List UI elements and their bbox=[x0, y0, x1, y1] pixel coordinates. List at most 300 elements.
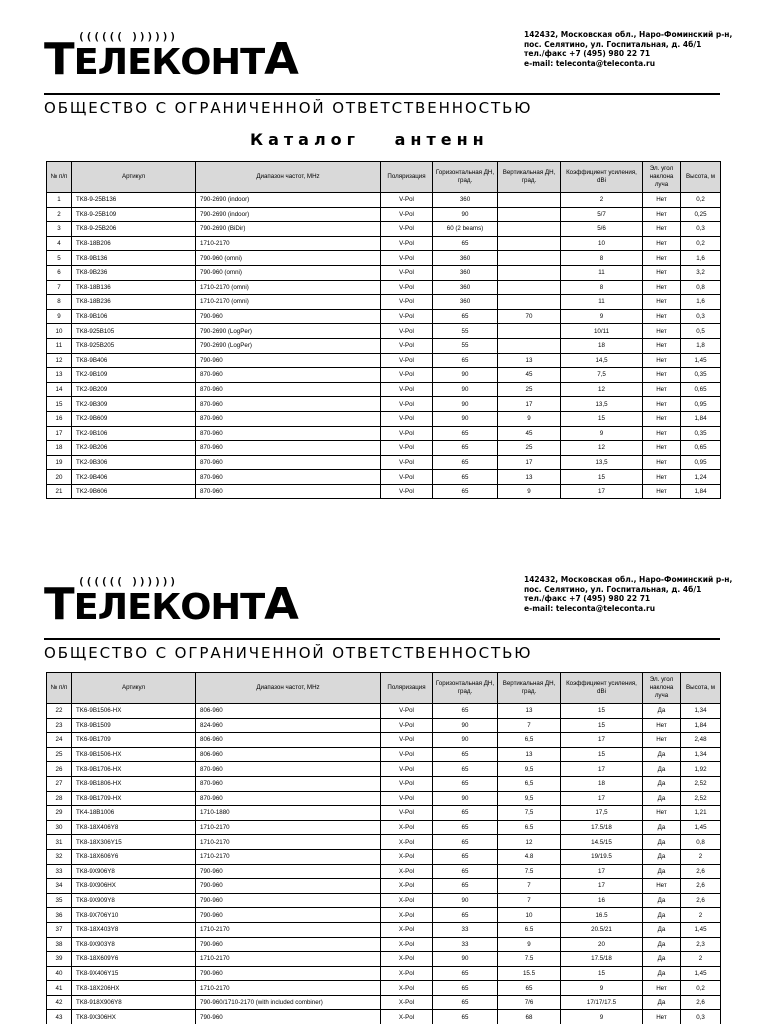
cell-number: 32 bbox=[47, 849, 72, 864]
cell-vertical: 9,5 bbox=[498, 791, 561, 806]
cell-article: TK2-9B609 bbox=[72, 411, 196, 426]
cell-vertical bbox=[498, 338, 561, 353]
cell-horizontal: 65 bbox=[433, 353, 498, 368]
cell-gain: 8 bbox=[561, 251, 643, 266]
cell-horizontal: 90 bbox=[433, 207, 498, 222]
cell-vertical: 45 bbox=[498, 368, 561, 383]
table-row bbox=[47, 251, 721, 266]
table-row bbox=[47, 922, 721, 937]
cell-horizontal: 90 bbox=[433, 733, 498, 748]
cell-vertical: 7 bbox=[498, 718, 561, 733]
cell-frequency: 790-2690 (LogPer) bbox=[196, 338, 381, 353]
cell-frequency: 824-960 bbox=[196, 718, 381, 733]
cell-height: 0,65 bbox=[681, 441, 721, 456]
cell-tilt: Нет bbox=[643, 484, 681, 499]
cell-vertical: 13 bbox=[498, 704, 561, 719]
cell-gain: 15 bbox=[561, 411, 643, 426]
cell-polarization: X-Pol bbox=[381, 908, 433, 923]
cell-number: 31 bbox=[47, 835, 72, 850]
cell-tilt: Нет bbox=[643, 981, 681, 996]
cell-number: 36 bbox=[47, 908, 72, 923]
cell-frequency: 790-960/1710-2170 (with included combiner) bbox=[196, 995, 381, 1010]
cell-gain: 17.5/18 bbox=[561, 952, 643, 967]
cell-polarization: V-Pol bbox=[381, 747, 433, 762]
cell-height: 0,8 bbox=[681, 280, 721, 295]
table-row bbox=[47, 966, 721, 981]
cell-tilt: Нет bbox=[643, 455, 681, 470]
cell-height: 1,84 bbox=[681, 411, 721, 426]
phone-line: тел./факс +7 (495) 980 22 71 bbox=[524, 594, 651, 603]
cell-height: 2,6 bbox=[681, 864, 721, 879]
cell-polarization: V-Pol bbox=[381, 251, 433, 266]
cell-number: 26 bbox=[47, 762, 72, 777]
cell-tilt: Да bbox=[643, 776, 681, 791]
cell-article: TK8-9X906HX bbox=[72, 879, 196, 894]
cell-vertical bbox=[498, 193, 561, 208]
cell-horizontal: 65 bbox=[433, 236, 498, 251]
cell-frequency: 790-960 (omni) bbox=[196, 251, 381, 266]
cell-horizontal: 360 bbox=[433, 193, 498, 208]
col-gain: Коэффициент усиления, dBi bbox=[561, 162, 643, 193]
cell-number: 42 bbox=[47, 995, 72, 1010]
cell-tilt: Да bbox=[643, 893, 681, 908]
cell-gain: 17,5 bbox=[561, 806, 643, 821]
col-frequency: Диапазон частот, MHz bbox=[196, 673, 381, 704]
cell-article: TK2-9B209 bbox=[72, 382, 196, 397]
address-line: пос. Селятино, ул. Госпитальная, д. 4б/1 bbox=[524, 584, 702, 594]
cell-horizontal: 90 bbox=[433, 397, 498, 412]
cell-polarization: V-Pol bbox=[381, 236, 433, 251]
cell-frequency: 790-960 (omni) bbox=[196, 265, 381, 280]
cell-horizontal: 65 bbox=[433, 995, 498, 1010]
table-row bbox=[47, 411, 721, 426]
cell-gain: 15 bbox=[561, 470, 643, 485]
cell-article: TK2-9B206 bbox=[72, 441, 196, 456]
cell-tilt: Нет bbox=[643, 280, 681, 295]
cell-gain: 20.5/21 bbox=[561, 922, 643, 937]
cell-tilt: Нет bbox=[643, 368, 681, 383]
cell-frequency: 870-960 bbox=[196, 762, 381, 777]
cell-article: TK8-18X206HX bbox=[72, 981, 196, 996]
cell-vertical: 15.5 bbox=[498, 966, 561, 981]
cell-polarization: X-Pol bbox=[381, 937, 433, 952]
cell-height: 1,84 bbox=[681, 718, 721, 733]
cell-frequency: 790-2690 (indoor) bbox=[196, 207, 381, 222]
antenna-table-2 bbox=[46, 672, 721, 1024]
cell-vertical: 10 bbox=[498, 908, 561, 923]
cell-article: TK8-18X609Y6 bbox=[72, 952, 196, 967]
cell-tilt: Да bbox=[643, 747, 681, 762]
cell-vertical: 9 bbox=[498, 937, 561, 952]
cell-number: 30 bbox=[47, 820, 72, 835]
cell-article: TK8-9-25B206 bbox=[72, 222, 196, 237]
cell-height: 0,25 bbox=[681, 207, 721, 222]
table-row bbox=[47, 295, 721, 310]
table-row bbox=[47, 324, 721, 339]
cell-gain: 14.5/15 bbox=[561, 835, 643, 850]
cell-vertical: 45 bbox=[498, 426, 561, 441]
cell-number: 28 bbox=[47, 791, 72, 806]
cell-number: 41 bbox=[47, 981, 72, 996]
cell-horizontal: 65 bbox=[433, 762, 498, 777]
cell-frequency: 790-960 bbox=[196, 309, 381, 324]
cell-height: 1,45 bbox=[681, 820, 721, 835]
cell-vertical: 7 bbox=[498, 893, 561, 908]
cell-polarization: V-Pol bbox=[381, 484, 433, 499]
cell-article: TK8-9X903Y8 bbox=[72, 937, 196, 952]
table-row bbox=[47, 835, 721, 850]
cell-tilt: Да bbox=[643, 704, 681, 719]
cell-vertical: 7.5 bbox=[498, 864, 561, 879]
cell-article: TK8-9B406 bbox=[72, 353, 196, 368]
cell-article: TK8-18X606Y6 bbox=[72, 849, 196, 864]
cell-tilt: Нет bbox=[643, 426, 681, 441]
cell-gain: 5/7 bbox=[561, 207, 643, 222]
cell-horizontal: 65 bbox=[433, 879, 498, 894]
cell-gain: 17.5/18 bbox=[561, 820, 643, 835]
cell-gain: 5/6 bbox=[561, 222, 643, 237]
cell-gain: 17 bbox=[561, 762, 643, 777]
cell-gain: 12 bbox=[561, 382, 643, 397]
cell-polarization: X-Pol bbox=[381, 981, 433, 996]
table-row bbox=[47, 382, 721, 397]
phone-line: тел./факс +7 (495) 980 22 71 bbox=[524, 49, 651, 58]
cell-article: TK8-9X306HX bbox=[72, 1010, 196, 1024]
cell-vertical: 65 bbox=[498, 981, 561, 996]
cell-article: TK2-9B109 bbox=[72, 368, 196, 383]
cell-polarization: X-Pol bbox=[381, 893, 433, 908]
col-frequency: Диапазон частот, MHz bbox=[196, 162, 381, 193]
table-row bbox=[47, 718, 721, 733]
cell-vertical: 4.8 bbox=[498, 849, 561, 864]
company-address bbox=[524, 575, 764, 613]
cell-frequency: 790-960 bbox=[196, 864, 381, 879]
cell-article: TK2-9B306 bbox=[72, 455, 196, 470]
col-number: № п/п bbox=[47, 673, 72, 704]
cell-tilt: Да bbox=[643, 908, 681, 923]
cell-vertical bbox=[498, 236, 561, 251]
cell-gain: 8 bbox=[561, 280, 643, 295]
cell-frequency: 1710-2170 (omni) bbox=[196, 280, 381, 295]
cell-polarization: V-Pol bbox=[381, 265, 433, 280]
cell-horizontal: 65 bbox=[433, 908, 498, 923]
cell-vertical: 13 bbox=[498, 353, 561, 368]
cell-vertical bbox=[498, 251, 561, 266]
cell-frequency: 870-960 bbox=[196, 397, 381, 412]
cell-horizontal: 33 bbox=[433, 922, 498, 937]
table-row bbox=[47, 470, 721, 485]
table-row bbox=[47, 441, 721, 456]
cell-tilt: Нет bbox=[643, 718, 681, 733]
table-row bbox=[47, 368, 721, 383]
col-article: Артикул bbox=[72, 673, 196, 704]
cell-horizontal: 65 bbox=[433, 704, 498, 719]
cell-horizontal: 90 bbox=[433, 791, 498, 806]
cell-horizontal: 65 bbox=[433, 966, 498, 981]
cell-height: 1,84 bbox=[681, 484, 721, 499]
table-row bbox=[47, 952, 721, 967]
cell-horizontal: 360 bbox=[433, 295, 498, 310]
cell-gain: 2 bbox=[561, 193, 643, 208]
col-horizontal: Горизонтальная ДН, град. bbox=[433, 162, 498, 193]
cell-vertical: 9 bbox=[498, 484, 561, 499]
cell-number: 15 bbox=[47, 397, 72, 412]
cell-gain: 13,5 bbox=[561, 397, 643, 412]
cell-vertical: 6,5 bbox=[498, 776, 561, 791]
cell-article: TK8-918X906Y8 bbox=[72, 995, 196, 1010]
cell-horizontal: 60 (2 beams) bbox=[433, 222, 498, 237]
cell-vertical: 68 bbox=[498, 1010, 561, 1024]
cell-tilt: Да bbox=[643, 835, 681, 850]
cell-tilt: Да bbox=[643, 762, 681, 777]
cell-height: 2 bbox=[681, 952, 721, 967]
cell-tilt: Нет bbox=[643, 265, 681, 280]
cell-vertical bbox=[498, 295, 561, 310]
address-line: пос. Селятино, ул. Госпитальная, д. 4б/1 bbox=[524, 39, 702, 49]
cell-number: 33 bbox=[47, 864, 72, 879]
cell-gain: 15 bbox=[561, 718, 643, 733]
cell-article: TK8-18B136 bbox=[72, 280, 196, 295]
cell-vertical: 12 bbox=[498, 835, 561, 850]
cell-gain: 14,5 bbox=[561, 353, 643, 368]
cell-gain: 16.5 bbox=[561, 908, 643, 923]
cell-height: 0,65 bbox=[681, 382, 721, 397]
cell-tilt: Нет bbox=[643, 470, 681, 485]
cell-article: TK8-9B1806-HX bbox=[72, 776, 196, 791]
table-row bbox=[47, 222, 721, 237]
cell-frequency: 1710-2170 bbox=[196, 922, 381, 937]
cell-frequency: 1710-2170 (omni) bbox=[196, 295, 381, 310]
cell-article: TK8-9B1709-HX bbox=[72, 791, 196, 806]
cell-number: 17 bbox=[47, 426, 72, 441]
catalog-title: Каталог антенн bbox=[250, 130, 489, 149]
cell-gain: 11 bbox=[561, 265, 643, 280]
col-horizontal: Горизонтальная ДН, град. bbox=[433, 673, 498, 704]
cell-article: TK8-925B205 bbox=[72, 338, 196, 353]
cell-number: 18 bbox=[47, 441, 72, 456]
cell-frequency: 806-960 bbox=[196, 747, 381, 762]
cell-article: TK8-9B1506-HX bbox=[72, 747, 196, 762]
table-row bbox=[47, 338, 721, 353]
cell-gain: 18 bbox=[561, 776, 643, 791]
cell-tilt: Нет bbox=[643, 295, 681, 310]
cell-number: 9 bbox=[47, 309, 72, 324]
cell-number: 8 bbox=[47, 295, 72, 310]
col-tilt: Эл. угол наклона луча bbox=[643, 162, 681, 193]
cell-article: TK8-9-25B136 bbox=[72, 193, 196, 208]
cell-tilt: Да bbox=[643, 995, 681, 1010]
cell-polarization: V-Pol bbox=[381, 324, 433, 339]
cell-polarization: V-Pol bbox=[381, 470, 433, 485]
cell-height: 2,6 bbox=[681, 879, 721, 894]
cell-height: 0,2 bbox=[681, 193, 721, 208]
table-row bbox=[47, 280, 721, 295]
table-row bbox=[47, 893, 721, 908]
cell-article: TK8-9B1509 bbox=[72, 718, 196, 733]
cell-frequency: 790-960 bbox=[196, 966, 381, 981]
table-row bbox=[47, 236, 721, 251]
cell-horizontal: 90 bbox=[433, 718, 498, 733]
cell-article: TK4-18B1006 bbox=[72, 806, 196, 821]
cell-number: 35 bbox=[47, 893, 72, 908]
cell-horizontal: 65 bbox=[433, 835, 498, 850]
col-polarization: Поляризация bbox=[381, 673, 433, 704]
table-row bbox=[47, 849, 721, 864]
cell-height: 1,34 bbox=[681, 747, 721, 762]
cell-vertical: 7.5 bbox=[498, 952, 561, 967]
cell-vertical: 13 bbox=[498, 470, 561, 485]
cell-vertical: 6,5 bbox=[498, 733, 561, 748]
cell-frequency: 790-960 bbox=[196, 1010, 381, 1024]
cell-number: 25 bbox=[47, 747, 72, 762]
cell-height: 0,3 bbox=[681, 1010, 721, 1024]
cell-vertical: 9 bbox=[498, 411, 561, 426]
cell-number: 27 bbox=[47, 776, 72, 791]
cell-frequency: 1710-2170 bbox=[196, 236, 381, 251]
cell-number: 11 bbox=[47, 338, 72, 353]
cell-tilt: Да bbox=[643, 820, 681, 835]
cell-vertical: 7,5 bbox=[498, 806, 561, 821]
cell-number: 13 bbox=[47, 368, 72, 383]
cell-height: 1,92 bbox=[681, 762, 721, 777]
cell-frequency: 790-960 bbox=[196, 937, 381, 952]
table-row bbox=[47, 353, 721, 368]
cell-tilt: Нет bbox=[643, 382, 681, 397]
cell-number: 6 bbox=[47, 265, 72, 280]
cell-horizontal: 65 bbox=[433, 747, 498, 762]
col-tilt: Эл. угол наклона луча bbox=[643, 673, 681, 704]
cell-horizontal: 65 bbox=[433, 426, 498, 441]
cell-horizontal: 65 bbox=[433, 806, 498, 821]
cell-frequency: 790-960 bbox=[196, 893, 381, 908]
cell-gain: 17 bbox=[561, 791, 643, 806]
cell-tilt: Нет bbox=[643, 207, 681, 222]
cell-gain: 9 bbox=[561, 1010, 643, 1024]
cell-tilt: Нет bbox=[643, 733, 681, 748]
cell-number: 16 bbox=[47, 411, 72, 426]
cell-height: 2,6 bbox=[681, 995, 721, 1010]
cell-frequency: 870-960 bbox=[196, 470, 381, 485]
cell-gain: 9 bbox=[561, 309, 643, 324]
cell-frequency: 870-960 bbox=[196, 411, 381, 426]
cell-vertical bbox=[498, 324, 561, 339]
cell-number: 7 bbox=[47, 280, 72, 295]
cell-vertical: 6.5 bbox=[498, 820, 561, 835]
table-header-row bbox=[47, 673, 721, 704]
cell-polarization: X-Pol bbox=[381, 849, 433, 864]
cell-horizontal: 65 bbox=[433, 776, 498, 791]
table-row bbox=[47, 820, 721, 835]
cell-polarization: V-Pol bbox=[381, 368, 433, 383]
company-form: ОБЩЕСТВО С ОГРАНИЧЕННОЙ ОТВЕТСТВЕННОСТЬЮ bbox=[44, 99, 533, 117]
cell-gain: 11 bbox=[561, 295, 643, 310]
logo-letter-last: А bbox=[264, 34, 298, 85]
cell-article: TK8-9X406Y15 bbox=[72, 966, 196, 981]
cell-article: TK8-18B206 bbox=[72, 236, 196, 251]
cell-polarization: V-Pol bbox=[381, 718, 433, 733]
cell-number: 34 bbox=[47, 879, 72, 894]
cell-height: 2,52 bbox=[681, 791, 721, 806]
col-polarization: Поляризация bbox=[381, 162, 433, 193]
table-row bbox=[47, 193, 721, 208]
cell-gain: 16 bbox=[561, 893, 643, 908]
cell-gain: 15 bbox=[561, 966, 643, 981]
teleconta-logo bbox=[44, 575, 298, 637]
cell-frequency: 790-960 bbox=[196, 879, 381, 894]
cell-number: 38 bbox=[47, 937, 72, 952]
cell-height: 2,48 bbox=[681, 733, 721, 748]
cell-height: 0,95 bbox=[681, 455, 721, 470]
cell-vertical bbox=[498, 207, 561, 222]
cell-article: TK8-9X706Y10 bbox=[72, 908, 196, 923]
cell-horizontal: 360 bbox=[433, 280, 498, 295]
cell-horizontal: 360 bbox=[433, 251, 498, 266]
cell-polarization: V-Pol bbox=[381, 397, 433, 412]
cell-article: TK8-9X909Y8 bbox=[72, 893, 196, 908]
table-row bbox=[47, 309, 721, 324]
table-row bbox=[47, 747, 721, 762]
cell-number: 29 bbox=[47, 806, 72, 821]
cell-gain: 7,5 bbox=[561, 368, 643, 383]
table-row bbox=[47, 265, 721, 280]
table-row bbox=[47, 864, 721, 879]
cell-article: TK8-18X306Y15 bbox=[72, 835, 196, 850]
cell-height: 1,6 bbox=[681, 295, 721, 310]
cell-height: 0,2 bbox=[681, 981, 721, 996]
cell-vertical: 9,5 bbox=[498, 762, 561, 777]
cell-height: 0,95 bbox=[681, 397, 721, 412]
logo-letter-first: Т bbox=[44, 579, 74, 630]
cell-frequency: 1710-2170 bbox=[196, 849, 381, 864]
email-line: e-mail: teleconta@teleconta.ru bbox=[524, 58, 656, 68]
cell-frequency: 870-960 bbox=[196, 368, 381, 383]
antenna-table-1 bbox=[46, 161, 721, 499]
col-number: № п/п bbox=[47, 162, 72, 193]
cell-height: 1,6 bbox=[681, 251, 721, 266]
cell-number: 2 bbox=[47, 207, 72, 222]
cell-gain: 17 bbox=[561, 879, 643, 894]
cell-frequency: 870-960 bbox=[196, 426, 381, 441]
cell-number: 3 bbox=[47, 222, 72, 237]
logo-waves: (((((( )))))) bbox=[78, 575, 178, 588]
cell-frequency: 790-2690 (indoor) bbox=[196, 193, 381, 208]
cell-horizontal: 360 bbox=[433, 265, 498, 280]
cell-horizontal: 65 bbox=[433, 455, 498, 470]
cell-gain: 20 bbox=[561, 937, 643, 952]
cell-polarization: X-Pol bbox=[381, 995, 433, 1010]
cell-article: TK8-9X906Y8 bbox=[72, 864, 196, 879]
address-line: 142432, Московская обл., Наро-Фоминский р-н, bbox=[524, 30, 733, 39]
cell-frequency: 790-960 bbox=[196, 353, 381, 368]
col-height: Высота, м bbox=[681, 162, 721, 193]
cell-height: 1,8 bbox=[681, 338, 721, 353]
cell-tilt: Да bbox=[643, 966, 681, 981]
col-vertical: Вертикальная ДН, град. bbox=[498, 673, 561, 704]
cell-polarization: V-Pol bbox=[381, 295, 433, 310]
cell-polarization: V-Pol bbox=[381, 222, 433, 237]
cell-polarization: X-Pol bbox=[381, 879, 433, 894]
cell-polarization: V-Pol bbox=[381, 426, 433, 441]
cell-number: 43 bbox=[47, 1010, 72, 1024]
cell-article: TK6-9B1709 bbox=[72, 733, 196, 748]
cell-polarization: X-Pol bbox=[381, 864, 433, 879]
table-row bbox=[47, 1010, 721, 1024]
cell-polarization: V-Pol bbox=[381, 338, 433, 353]
cell-article: TK2-9B106 bbox=[72, 426, 196, 441]
company-form: ОБЩЕСТВО С ОГРАНИЧЕННОЙ ОТВЕТСТВЕННОСТЬЮ bbox=[44, 644, 533, 662]
table-row bbox=[47, 981, 721, 996]
cell-gain: 9 bbox=[561, 981, 643, 996]
